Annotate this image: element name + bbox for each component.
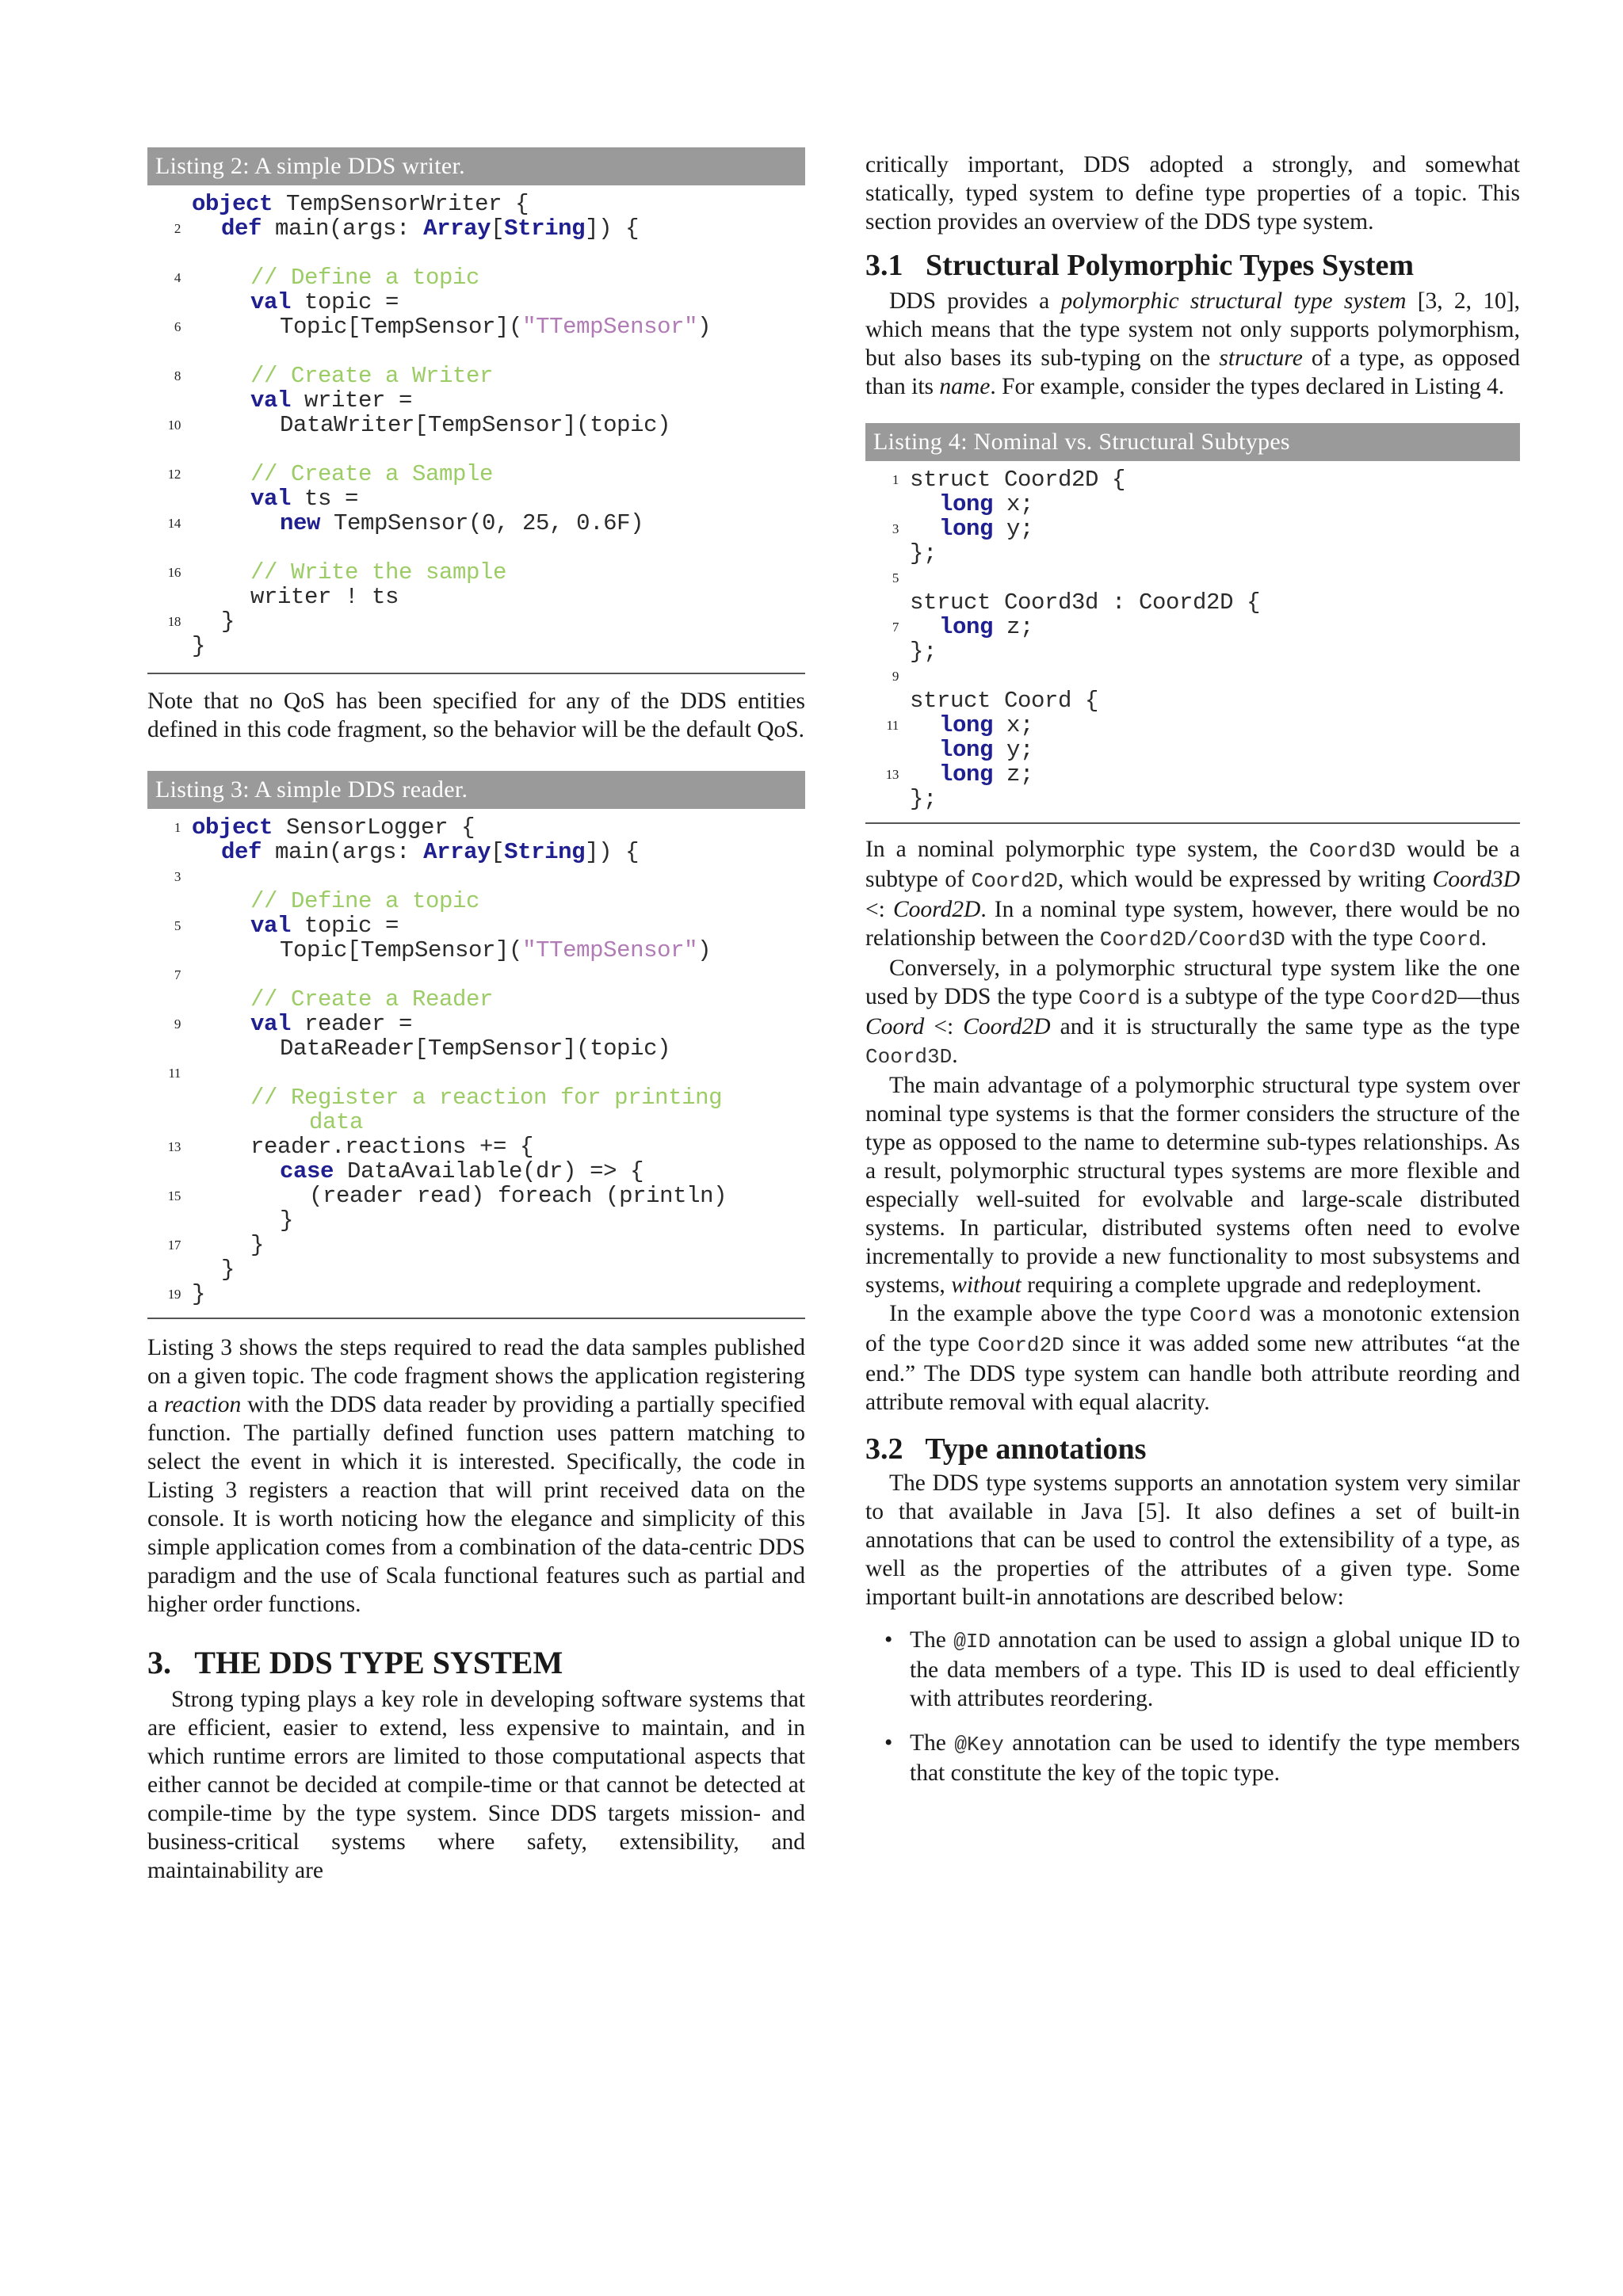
- listing-4-title: Listing 4: Nominal vs. Structural Subtypes: [865, 423, 1520, 461]
- code-text: long x;: [939, 491, 1034, 517]
- code-text: }: [221, 608, 235, 635]
- code-line: [147, 1159, 805, 1184]
- line-number: 13: [885, 767, 899, 782]
- code-text: // Write the sample: [250, 559, 507, 585]
- line-number: 7: [892, 620, 899, 635]
- code-line: [865, 639, 1520, 664]
- code-text: }: [192, 1281, 206, 1307]
- code-line: [147, 889, 805, 913]
- code-text: val topic =: [250, 913, 399, 939]
- line-number: 15: [167, 1188, 181, 1203]
- code-line: [147, 1233, 805, 1257]
- code-line: [865, 787, 1520, 811]
- line-number: 12: [167, 467, 181, 482]
- code-line: [147, 437, 805, 462]
- code-line: [147, 864, 805, 889]
- section-3-1-heading: 3.1 Structural Polymorphic Types System: [865, 249, 1415, 282]
- code-line: [147, 1135, 805, 1159]
- code-text: long z;: [939, 614, 1034, 640]
- code-line: [147, 1110, 805, 1135]
- code-text: long y;: [939, 516, 1034, 542]
- line-number: 14: [167, 516, 181, 531]
- code-line: [865, 738, 1520, 762]
- bullet-text: The @Key annotation can be used to identify the type members that constitute the key of the topic type.: [910, 1730, 1520, 1786]
- paragraph: Conversely, in a polymorphic structural type system like the one used by DDS the type Coord is a subtype of the type Coord2D—thus Coord <: Coord2D and it is structurally the same type as the type Coord3D.: [865, 955, 1520, 1069]
- line-number: 3: [174, 869, 181, 884]
- code-text: reader.reactions += {: [250, 1134, 534, 1160]
- code-line: [147, 388, 805, 413]
- code-line: [147, 840, 805, 864]
- listing-2-code: [147, 185, 805, 674]
- code-text: struct Coord2D {: [910, 467, 1126, 493]
- line-number: 7: [174, 967, 181, 982]
- annotation-bullet-list: [865, 1626, 1520, 1787]
- code-text: }: [221, 1257, 235, 1283]
- paragraph-after-listing-2: Note that no QoS has been specified for any of the DDS entities defined in this code fragment, so the behavior will be the default QoS.: [147, 688, 805, 742]
- code-text: data: [309, 1109, 364, 1135]
- code-text: new TempSensor(0, 25, 0.6F): [280, 510, 644, 536]
- code-text: struct Coord3d : Coord2D {: [910, 589, 1261, 616]
- code-line: [147, 1184, 805, 1208]
- section-3-2-paragraph: The DDS type systems supports an annotation system very similar to that available in Java [5]. It also defines a set of built-in annotations that can be used to control the extensibility of a type, as well as the properties of the attributes of a given type. Some important built-in annotations are described below:: [865, 1470, 1520, 1610]
- paragraph-listing-3-explanation: Listing 3 shows the steps required to read the data samples published on a given topic. The code fragment shows the application registering a reaction with the DDS data reader by providing a partially specified function. The partially defined function uses pattern matching to select the event in which it is interested. Specifically, the code in Listing 3 registers a reaction that will print received data on the console. It is worth noticing how the elegance and simplicity of this simple application comes from a combination of the data-centric DDS paradigm and the use of Scala functional features such as partial and higher order functions.: [147, 1335, 805, 1617]
- code-line: [147, 1061, 805, 1085]
- code-text: // Define a topic: [250, 265, 480, 291]
- line-number: 11: [168, 1066, 181, 1081]
- code-line: [147, 938, 805, 963]
- section-3-heading: 3. THE DDS TYPE SYSTEM: [147, 1645, 563, 1680]
- code-text: }: [280, 1207, 294, 1234]
- line-number: 5: [174, 918, 181, 933]
- code-text: }: [192, 633, 206, 659]
- listing-2-title: Listing 2: A simple DDS writer.: [147, 147, 805, 185]
- code-text: };: [910, 540, 938, 566]
- code-line: [865, 615, 1520, 639]
- line-number: 9: [174, 1016, 181, 1032]
- bullet-item: [865, 1729, 1520, 1787]
- section-3-paragraph: Strong typing plays a key role in developing software systems that are efficient, easier to extend, less expensive to maintain, and in which runtime errors are limited to those computational aspects that either cannot be decided at compile-time or that cannot be detected at compile-time by the type system. Since DDS targets mission- and business-critical systems where safety, extensibility, and maintainability are: [147, 1687, 805, 1883]
- line-number: 1: [174, 820, 181, 835]
- code-line: [147, 241, 805, 265]
- code-line: [865, 492, 1520, 517]
- code-line: [147, 315, 805, 339]
- code-line: [147, 1012, 805, 1036]
- code-line: [865, 688, 1520, 713]
- code-line: [147, 364, 805, 388]
- line-number: 16: [167, 565, 181, 580]
- code-text: val reader =: [250, 1011, 413, 1037]
- code-line: [147, 192, 805, 216]
- code-text: DataReader[TempSensor](topic): [280, 1035, 671, 1062]
- code-line: [147, 1282, 805, 1306]
- code-line: [147, 536, 805, 560]
- code-text: object SensorLogger {: [192, 814, 475, 841]
- section-3-1-paragraph: DDS provides a polymorphic structural type system [3, 2, 10], which means that the type system not only supports polymorphism, but also bases its sub-typing on the structure of a type, as opposed than its name. For example, consider the types declared in Listing 4.: [865, 288, 1520, 399]
- code-text: long x;: [939, 712, 1034, 738]
- listing-3-code: [147, 809, 805, 1319]
- code-text: val writer =: [250, 387, 413, 414]
- code-text: };: [910, 786, 938, 812]
- line-number: 3: [892, 521, 899, 536]
- code-line: [147, 913, 805, 938]
- listing-4-code: [865, 461, 1520, 824]
- code-line: [147, 1085, 805, 1110]
- line-number: 18: [167, 614, 181, 629]
- listing-3-title: Listing 3: A simple DDS reader.: [147, 771, 805, 809]
- code-text: case DataAvailable(dr) => {: [280, 1158, 644, 1184]
- right-column: [865, 147, 1520, 1803]
- code-text: object TempSensorWriter {: [192, 191, 529, 217]
- code-text: // Create a Writer: [250, 363, 494, 389]
- paragraph: In the example above the type Coord was a monotonic extension of the type Coord2D since it was added some new attributes “at the end.” The DDS type system can handle both attribute reording and attribute removal with equal alacrity.: [865, 1301, 1520, 1415]
- code-line: [865, 590, 1520, 615]
- bullet-item: [865, 1626, 1520, 1713]
- code-text: // Define a topic: [250, 888, 480, 914]
- code-line: [865, 467, 1520, 492]
- line-number: 2: [174, 221, 181, 236]
- code-line: [865, 762, 1520, 787]
- code-line: [147, 560, 805, 585]
- code-text: DataWriter[TempSensor](topic): [280, 412, 671, 438]
- left-column: [147, 147, 805, 1885]
- code-line: [147, 963, 805, 987]
- code-line: [147, 1257, 805, 1282]
- line-number: 11: [886, 718, 899, 733]
- code-text: Topic[TempSensor]("TTempSensor"): [280, 314, 712, 340]
- line-number: 1: [892, 472, 899, 487]
- code-line: [147, 462, 805, 486]
- code-line: [147, 609, 805, 634]
- code-text: val ts =: [250, 486, 359, 512]
- code-line: [147, 1036, 805, 1061]
- code-line: [147, 511, 805, 536]
- code-line: [147, 585, 805, 609]
- code-line: [865, 566, 1520, 590]
- code-line: [865, 517, 1520, 541]
- code-line: [147, 486, 805, 511]
- code-text: Topic[TempSensor]("TTempSensor"): [280, 937, 712, 963]
- code-line: [147, 339, 805, 364]
- code-text: def main(args: Array[String]) {: [221, 839, 640, 865]
- section-3-2-heading: 3.2 Type annotations: [865, 1432, 1147, 1466]
- code-text: // Create a Sample: [250, 461, 494, 487]
- code-text: long y;: [939, 737, 1034, 763]
- line-number: 4: [174, 270, 181, 285]
- code-line: [865, 713, 1520, 738]
- code-text: struct Coord {: [910, 688, 1099, 714]
- code-line: [147, 265, 805, 290]
- code-line: [147, 634, 805, 658]
- code-text: val topic =: [250, 289, 399, 315]
- code-text: };: [910, 639, 938, 665]
- code-text: long z;: [939, 761, 1034, 788]
- code-line: [147, 815, 805, 840]
- code-text: }: [250, 1232, 265, 1258]
- code-line: [865, 541, 1520, 566]
- line-number: 17: [167, 1238, 181, 1253]
- code-line: [147, 1208, 805, 1233]
- code-text: (reader read) foreach (println): [309, 1183, 727, 1209]
- bullet-icon: •: [884, 1730, 893, 1756]
- paragraph: The main advantage of a polymorphic structural type system over nominal type systems is that the former considers the structure of the type as opposed to the name to determine sub-types relationships. As a result, polymorphic structural types systems are more flexible and especially well-suited for evolvable and large-scale distributed systems. In particular, distributed systems often need to evolve incrementally to provide a new functionality to most subsystems and systems, without requiring a complete upgrade and redeployment.: [865, 1073, 1520, 1298]
- bullet-text: The @ID annotation can be used to assign a global unique ID to the data members of a type. This ID is used to deal efficiently with attributes reordering.: [910, 1627, 1520, 1711]
- code-line: [865, 664, 1520, 688]
- line-number: 19: [167, 1287, 181, 1302]
- code-line: [147, 216, 805, 241]
- line-number: 10: [167, 418, 181, 433]
- code-line: [147, 413, 805, 437]
- line-number: 13: [167, 1139, 181, 1154]
- line-number: 8: [174, 368, 181, 383]
- code-line: [147, 290, 805, 315]
- right-paragraphs: [865, 835, 1520, 1417]
- code-text: // Register a reaction for printing: [250, 1085, 723, 1111]
- line-number: 5: [892, 570, 899, 585]
- code-text: // Create a Reader: [250, 986, 494, 1013]
- line-number: 6: [174, 319, 181, 334]
- line-number: 9: [892, 669, 899, 684]
- right-intro-paragraph: critically important, DDS adopted a strongly, and somewhat statically, typed system to define type properties of a topic. This section provides an overview of the DDS type system.: [865, 152, 1520, 235]
- paragraph: In a nominal polymorphic type system, the Coord3D would be a subtype of Coord2D, which would be expressed by writing Coord3D <: Coord2D. In a nominal type system, however, there would be no relationship between the Coord2D/Coord3D with the type Coord.: [865, 837, 1521, 952]
- bullet-icon: •: [884, 1627, 893, 1653]
- code-line: [147, 987, 805, 1012]
- code-text: def main(args: Array[String]) {: [221, 215, 640, 242]
- code-text: writer ! ts: [250, 584, 399, 610]
